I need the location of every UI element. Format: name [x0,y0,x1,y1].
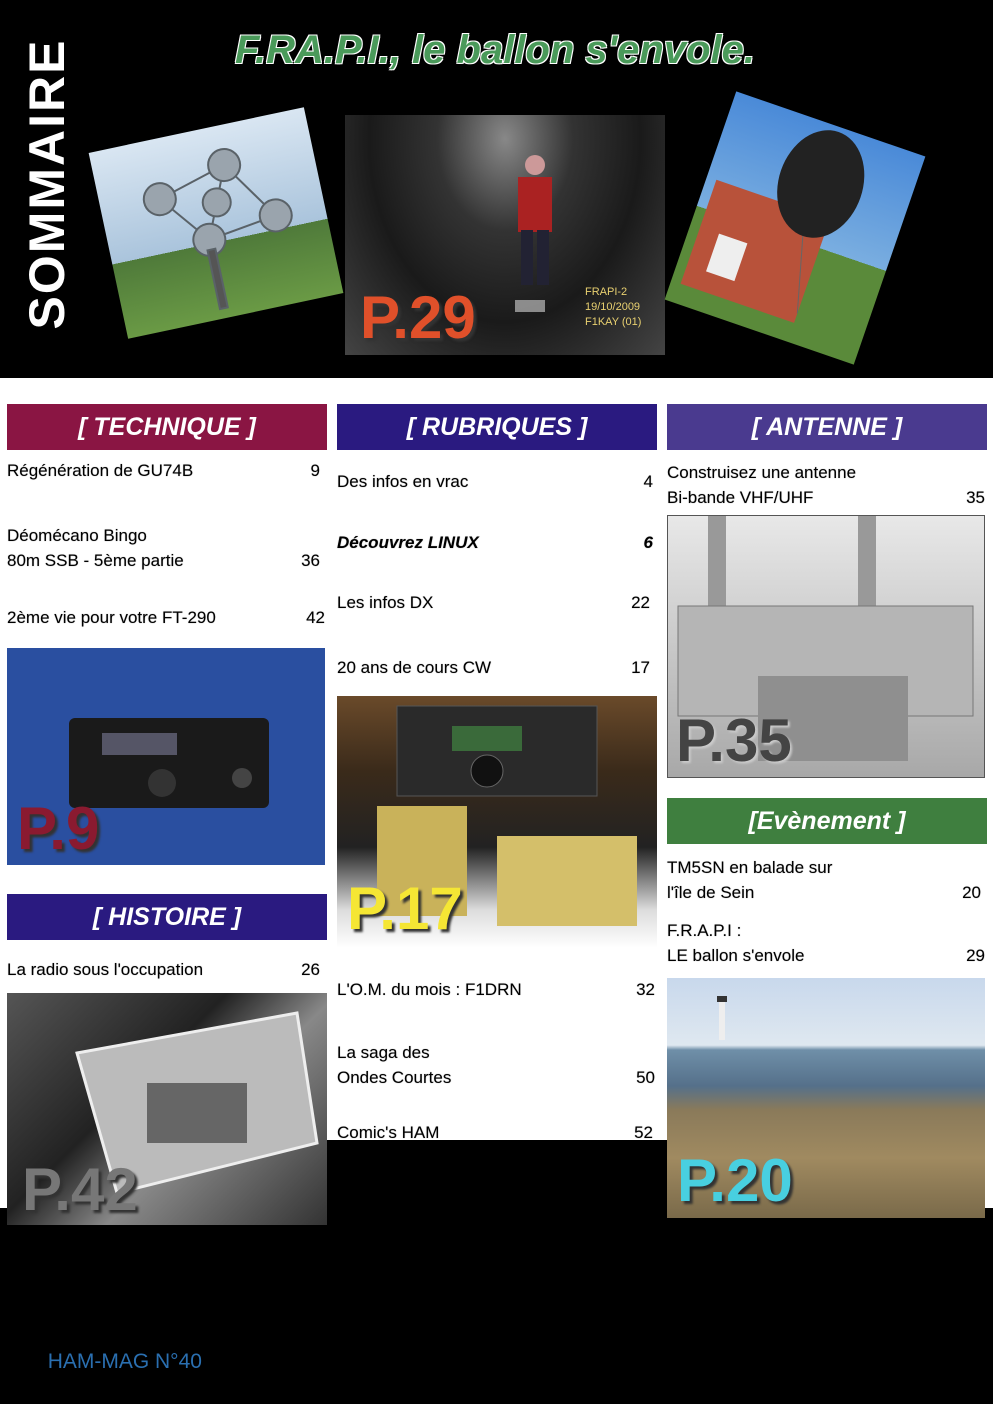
toc-entry[interactable]: Les infos DX 22 [337,593,650,612]
toc-entry[interactable]: L'O.M. du mois : F1DRN 32 [337,980,655,999]
section-header-rubriques: [ RUBRIQUES ] [337,404,657,450]
antenna-part-photo [667,515,985,778]
section-header-technique: [ TECHNIQUE ] [7,404,327,450]
page-number: 3 [928,1348,944,1379]
photo-caption: FRAPI-2 19/10/2009 F1KAY (01) [585,286,642,328]
section-header-antenne: [ ANTENNE ] [667,404,987,450]
ft290-photo [7,648,325,865]
issue-date: Janvier 2010 [220,1350,341,1373]
headline: F.RA.P.I., le ballon s'envole. [234,28,756,72]
section-header-histoire: [ HISTOIRE ] [7,894,327,940]
footer-issue: [ HAM-MAG N°40 - Janvier 2010 ] [36,1350,353,1373]
toc-entry[interactable]: Des infos en vrac 4 [337,472,653,491]
footer-band [0,1208,993,1404]
toc-entry[interactable]: Régénération de GU74B 9 [7,461,320,480]
toc-entry[interactable]: TM5SN en balade sur l'île de Sein 20 [667,858,981,902]
toc-entry[interactable]: Construisez une antenne Bi-bande VHF/UHF 35 [667,463,985,507]
column-gap-band [327,1140,667,1210]
toc-entry[interactable]: Comic's HAM 52 [337,1123,653,1142]
page-tag-29[interactable]: P.29 [360,284,476,351]
toc-entry[interactable]: La saga des Ondes Courtes 50 [337,1043,655,1087]
toc-entry[interactable]: La radio sous l'occupation 26 [7,960,320,979]
page-tag-9[interactable]: P.9 [17,795,100,862]
toc-entry[interactable]: 2ème vie pour votre FT-290 42 [7,608,325,627]
cw-key-photo [337,696,657,948]
page-tag-20[interactable]: P.20 [677,1147,793,1214]
toc-entry[interactable]: Déomécano Bingo 80m SSB - 5ème partie 36 [7,526,320,570]
magazine-name: HAM-MAG N°40 [47,1350,202,1373]
page-tag-35[interactable]: P.35 [676,707,792,774]
page-tag-42[interactable]: P.42 [22,1156,138,1223]
section-header-evenement: [Evènement ] [667,798,987,844]
night-photo [345,115,665,355]
page-tag-17[interactable]: P.17 [347,875,463,942]
ile-de-sein-photo [667,978,985,1218]
toc-entry[interactable]: F.R.A.P.I : LE ballon s'envole 29 [667,921,985,965]
toc-entry[interactable]: 20 ans de cours CW 17 [337,658,650,677]
sommaire-title: SOMMAIRE [19,38,75,330]
toc-entry[interactable]: Découvrez LINUX 6 [337,533,653,552]
radio-suitcase-photo [7,993,327,1225]
